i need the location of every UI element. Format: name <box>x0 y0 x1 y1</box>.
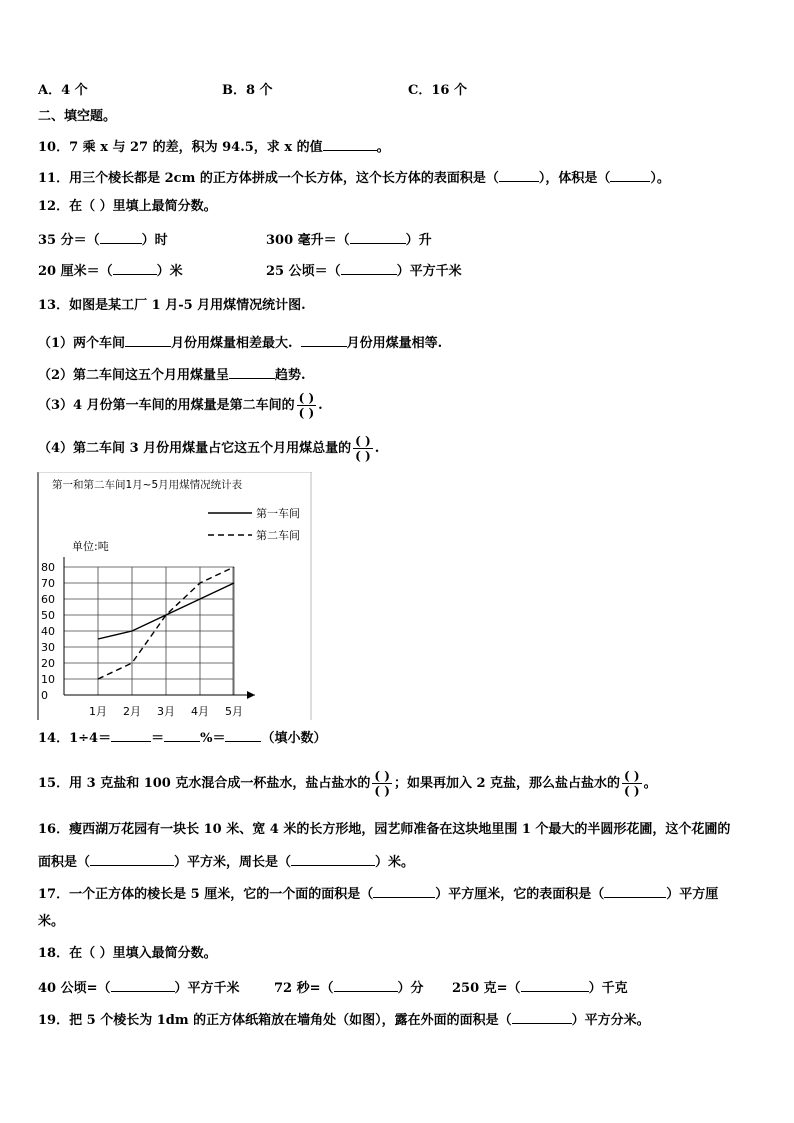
fraction-blank[interactable] <box>622 769 642 798</box>
y-tick-label: 70 <box>41 577 55 590</box>
q11-text-3: ）。 <box>650 171 670 186</box>
fraction-blank[interactable] <box>353 434 373 463</box>
x-axis-arrow <box>247 691 255 699</box>
answer-blank[interactable] <box>111 727 151 742</box>
q15-text: 15．用 3 克盐和 100 克水混合成一杯盐水，盐占盐水的 <box>38 776 371 791</box>
q16-text: 面积是（ <box>38 855 91 870</box>
answer-blank[interactable] <box>90 851 174 866</box>
q18-b-unit: ）分 <box>397 981 424 996</box>
x-tick-label: 4月 <box>191 705 209 718</box>
answer-blank[interactable] <box>604 883 666 898</box>
q13-s2-text: （2）第二车间这五个月用煤量呈 <box>38 368 230 383</box>
option-b: B．8 个 <box>222 83 273 98</box>
fraction-blank[interactable] <box>372 769 392 798</box>
question-14 <box>38 727 326 748</box>
option-a: A．4 个 <box>38 83 88 98</box>
fraction-denominator: ( ) <box>355 449 371 463</box>
answer-blank[interactable] <box>512 1009 572 1024</box>
q12-b-unit: ）升 <box>405 233 432 248</box>
q18-b-text: 72 秒=（ <box>274 981 334 996</box>
q12-item-a <box>38 229 168 250</box>
q12-a-unit: ）时 <box>141 233 168 248</box>
q13-sub-3 <box>38 391 323 421</box>
x-tick-label: 1月 <box>89 705 107 718</box>
answer-blank[interactable] <box>113 260 157 275</box>
question-19 <box>38 1009 650 1030</box>
q18-item-c <box>452 977 628 998</box>
answer-blank[interactable] <box>334 977 398 992</box>
fraction-numerator: ( ) <box>298 391 315 405</box>
fraction-blank[interactable] <box>297 391 317 420</box>
question-18: 18．在（ ）里填入最简分数。 <box>38 946 217 961</box>
answer-blank[interactable] <box>125 332 171 347</box>
q13-sub-2 <box>38 364 306 385</box>
section-title: 二、填空题。 <box>38 109 117 124</box>
y-tick-label: 60 <box>41 593 55 606</box>
q13-s1-text-3: 月份用煤量相等. <box>346 336 443 351</box>
answer-blank[interactable] <box>373 883 435 898</box>
q14-note: （填小数） <box>261 731 327 746</box>
answer-blank[interactable] <box>323 136 377 151</box>
y-tick-label: 30 <box>41 641 55 654</box>
q13-s4-text: （4）第二车间 3 月份用煤量占它这五个月用煤总量的 <box>38 441 352 456</box>
answer-blank[interactable] <box>341 260 397 275</box>
answer-blank[interactable] <box>111 977 175 992</box>
answer-blank[interactable] <box>225 727 261 742</box>
answer-blank[interactable] <box>521 977 589 992</box>
q11-text: 11．用三个棱长都是 2cm 的正方体拼成一个长方体，这个长方体的表面积是（ <box>38 171 499 186</box>
q16-text-2: ）平方米，周长是（ <box>174 855 292 870</box>
q10-text: 10．7 乘 x 与 27 的差，积为 94.5，求 x 的值 <box>38 140 323 155</box>
x-tick-label: 3月 <box>157 705 175 718</box>
y-tick-label: 40 <box>41 625 55 638</box>
answer-blank[interactable] <box>164 727 200 742</box>
answer-blank[interactable] <box>610 167 650 182</box>
fraction-denominator: ( ) <box>624 784 640 798</box>
y-tick-label: 10 <box>41 673 55 686</box>
q10-tail: 。 <box>376 140 390 155</box>
answer-blank[interactable] <box>100 229 142 244</box>
q12-c-text: 20 厘米＝（ <box>38 264 113 279</box>
q14-eq: ＝ <box>151 731 165 746</box>
answer-blank[interactable] <box>350 229 406 244</box>
q12-c-unit: ）米 <box>156 264 183 279</box>
q18-c-text: 250 克=（ <box>452 981 521 996</box>
q17-text-2: ）平方厘米，它的表面积是（ <box>435 887 605 902</box>
question-16: 16．瘦西湖万花园有一块长 10 米、宽 4 米的长方形地，园艺师准备在这块地里围 1 个最大的半圆形花圃，这个花圃的 <box>38 822 731 837</box>
q12-b-text: 300 毫升＝（ <box>266 233 350 248</box>
q13-sub-1 <box>38 332 442 353</box>
q14-percent: %＝ <box>200 731 226 746</box>
answer-blank[interactable] <box>291 851 375 866</box>
q13-s1-text-2: 月份用煤量相差最大. <box>171 336 293 351</box>
q12-a-text: 35 分＝（ <box>38 233 100 248</box>
q18-item-a <box>38 977 240 998</box>
q13-s2-text-2: 趋势. <box>275 368 306 383</box>
x-tick-label: 2月 <box>123 705 141 718</box>
legend-label-second: 第二车间 <box>256 529 300 542</box>
q17-text: 17．一个正方体的棱长是 5 厘米，它的一个面的面积是（ <box>38 887 374 902</box>
question-16-line-2 <box>38 851 414 872</box>
q19-text-2: ）平方分米。 <box>571 1013 650 1028</box>
q13-s3-text: （3）4 月份第一车间的用煤量是第二车间的 <box>38 398 295 413</box>
question-17-line-2: 米。 <box>38 914 65 929</box>
coal-usage-line-chart <box>36 472 312 720</box>
question-12: 12．在（ ）里填上最简分数。 <box>38 199 217 214</box>
q12-d-unit: ）平方千米 <box>396 264 462 279</box>
q14-text: 14．1÷4＝ <box>38 731 112 746</box>
option-c: C．16 个 <box>408 83 467 98</box>
chart-title: 第一和第二车间1月~5月用煤情况统计表 <box>52 479 243 491</box>
q15-text-2: ；如果再加入 2 克盐，那么盐占盐水的 <box>393 776 621 791</box>
question-17 <box>38 883 718 904</box>
q11-text-2: ），体积是（ <box>538 171 611 186</box>
fraction-numerator: ( ) <box>374 769 390 783</box>
q13-s3-tail: . <box>318 398 323 413</box>
fraction-denominator: ( ) <box>374 784 390 798</box>
q12-item-c <box>38 260 183 281</box>
question-10 <box>38 136 390 157</box>
legend-label-first: 第一车间 <box>256 507 300 520</box>
q18-a-unit: ）平方千米 <box>174 981 240 996</box>
q19-text: 19．把 5 个棱长为 1dm 的正方体纸箱放在墙角处（如图），露在外面的面积是（ <box>38 1013 512 1028</box>
q18-item-b <box>274 977 424 998</box>
fraction-numerator: ( ) <box>624 769 640 783</box>
question-15 <box>38 767 657 801</box>
question-13: 13．如图是某工厂 1 月-5 月用煤情况统计图. <box>38 298 306 313</box>
q17-text-3: ）平方厘 <box>666 887 719 902</box>
q13-s1-text: （1）两个车间 <box>38 336 126 351</box>
y-tick-label: 80 <box>41 561 55 574</box>
q13-s4-tail: . <box>374 441 380 456</box>
q12-item-d <box>266 260 462 281</box>
question-11 <box>38 167 670 188</box>
q12-item-b <box>266 229 432 250</box>
y-tick-label: 0 <box>41 689 48 702</box>
unit-label: 单位:吨 <box>72 540 109 553</box>
x-tick-label: 5月 <box>225 705 243 718</box>
answer-blank[interactable] <box>229 364 275 379</box>
answer-blank[interactable] <box>499 167 539 182</box>
y-tick-label: 50 <box>41 609 55 622</box>
fraction-numerator: ( ) <box>355 434 371 448</box>
q16-text-3: ）米。 <box>375 855 415 870</box>
y-tick-label: 20 <box>41 657 55 670</box>
q18-c-unit: ）千克 <box>588 981 628 996</box>
q15-tail: 。 <box>643 776 657 791</box>
q12-d-text: 25 公顷＝（ <box>266 264 341 279</box>
q13-sub-4 <box>38 434 379 464</box>
answer-blank[interactable] <box>301 332 347 347</box>
fraction-denominator: ( ) <box>298 406 315 420</box>
q18-a-text: 40 公顷=（ <box>38 981 111 996</box>
